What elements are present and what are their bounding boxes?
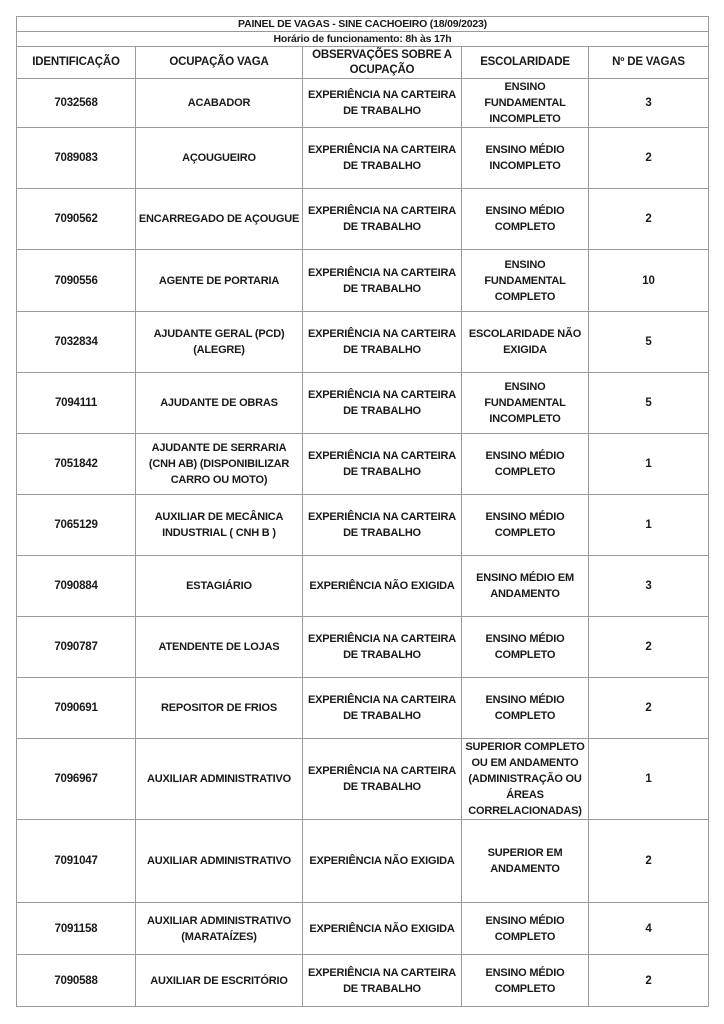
cell-vagas: 5 bbox=[589, 373, 709, 434]
cell-escolaridade: ENSINO MÉDIO COMPLETO bbox=[462, 495, 589, 556]
cell-ocupacao: AÇOUGUEIRO bbox=[136, 128, 303, 189]
cell-id: 7096967 bbox=[17, 739, 136, 820]
cell-observacoes: EXPERIÊNCIA NA CARTEIRA DE TRABALHO bbox=[303, 79, 462, 128]
cell-id: 7032834 bbox=[17, 312, 136, 373]
cell-id: 7090787 bbox=[17, 617, 136, 678]
table-row bbox=[17, 617, 709, 678]
cell-vagas: 2 bbox=[589, 955, 709, 1007]
cell-escolaridade: ESCOLARIDADE NÃO EXIGIDA bbox=[462, 312, 589, 373]
cell-ocupacao: AJUDANTE DE SERRARIA (CNH AB) (DISPONIBILIZAR CARRO OU MOTO) bbox=[136, 434, 303, 495]
cell-ocupacao: ATENDENTE DE LOJAS bbox=[136, 617, 303, 678]
cell-vagas: 2 bbox=[589, 189, 709, 250]
column-header-observacoes: OBSERVAÇÕES SOBRE A OCUPAÇÃO bbox=[303, 47, 462, 79]
cell-ocupacao: ENCARREGADO DE AÇOUGUE bbox=[136, 189, 303, 250]
cell-escolaridade: ENSINO MÉDIO EM ANDAMENTO bbox=[462, 556, 589, 617]
cell-id: 7051842 bbox=[17, 434, 136, 495]
table-row bbox=[17, 739, 709, 820]
cell-vagas: 1 bbox=[589, 434, 709, 495]
cell-ocupacao: REPOSITOR DE FRIOS bbox=[136, 678, 303, 739]
table-row bbox=[17, 312, 709, 373]
subtitle-row bbox=[17, 32, 709, 47]
column-header-escolaridade: ESCOLARIDADE bbox=[462, 47, 589, 79]
table-row bbox=[17, 128, 709, 189]
cell-escolaridade: ENSINO MÉDIO INCOMPLETO bbox=[462, 128, 589, 189]
cell-vagas: 2 bbox=[589, 820, 709, 903]
cell-id: 7090884 bbox=[17, 556, 136, 617]
cell-observacoes: EXPERIÊNCIA NA CARTEIRA DE TRABALHO bbox=[303, 739, 462, 820]
cell-vagas: 2 bbox=[589, 128, 709, 189]
cell-observacoes: EXPERIÊNCIA NA CARTEIRA DE TRABALHO bbox=[303, 189, 462, 250]
cell-ocupacao: AUXILIAR ADMINISTRATIVO bbox=[136, 820, 303, 903]
cell-escolaridade: ENSINO FUNDAMENTAL INCOMPLETO bbox=[462, 79, 589, 128]
cell-ocupacao: AJUDANTE GERAL (PCD) (ALEGRE) bbox=[136, 312, 303, 373]
cell-ocupacao: AUXILIAR ADMINISTRATIVO (MARATAÍZES) bbox=[136, 903, 303, 955]
cell-observacoes: EXPERIÊNCIA NA CARTEIRA DE TRABALHO bbox=[303, 955, 462, 1007]
cell-id: 7091047 bbox=[17, 820, 136, 903]
table-row bbox=[17, 189, 709, 250]
opening-hours: Horário de funcionamento: 8h às 17h bbox=[17, 32, 709, 47]
cell-observacoes: EXPERIÊNCIA NA CARTEIRA DE TRABALHO bbox=[303, 312, 462, 373]
cell-escolaridade: ENSINO MÉDIO COMPLETO bbox=[462, 903, 589, 955]
cell-observacoes: EXPERIÊNCIA NA CARTEIRA DE TRABALHO bbox=[303, 434, 462, 495]
cell-escolaridade: ENSINO MÉDIO COMPLETO bbox=[462, 955, 589, 1007]
cell-ocupacao: AJUDANTE DE OBRAS bbox=[136, 373, 303, 434]
cell-vagas: 5 bbox=[589, 312, 709, 373]
cell-escolaridade: ENSINO MÉDIO COMPLETO bbox=[462, 617, 589, 678]
cell-vagas: 4 bbox=[589, 903, 709, 955]
cell-observacoes: EXPERIÊNCIA NA CARTEIRA DE TRABALHO bbox=[303, 128, 462, 189]
cell-id: 7091158 bbox=[17, 903, 136, 955]
cell-id: 7032568 bbox=[17, 79, 136, 128]
cell-vagas: 3 bbox=[589, 556, 709, 617]
table-row bbox=[17, 250, 709, 312]
cell-escolaridade: ENSINO MÉDIO COMPLETO bbox=[462, 434, 589, 495]
cell-id: 7089083 bbox=[17, 128, 136, 189]
cell-vagas: 2 bbox=[589, 617, 709, 678]
column-header-id: IDENTIFICAÇÃO bbox=[17, 47, 136, 79]
header-row bbox=[17, 47, 709, 79]
table-row bbox=[17, 678, 709, 739]
table-row bbox=[17, 373, 709, 434]
cell-id: 7065129 bbox=[17, 495, 136, 556]
table-row bbox=[17, 820, 709, 903]
vacancies-table bbox=[16, 16, 709, 1007]
cell-vagas: 10 bbox=[589, 250, 709, 312]
cell-escolaridade: ENSINO FUNDAMENTAL INCOMPLETO bbox=[462, 373, 589, 434]
cell-observacoes: EXPERIÊNCIA NA CARTEIRA DE TRABALHO bbox=[303, 617, 462, 678]
cell-ocupacao: ESTAGIÁRIO bbox=[136, 556, 303, 617]
cell-id: 7090556 bbox=[17, 250, 136, 312]
cell-observacoes: EXPERIÊNCIA NA CARTEIRA DE TRABALHO bbox=[303, 495, 462, 556]
cell-escolaridade: ENSINO MÉDIO COMPLETO bbox=[462, 189, 589, 250]
cell-escolaridade: ENSINO MÉDIO COMPLETO bbox=[462, 678, 589, 739]
cell-escolaridade: SUPERIOR COMPLETO OU EM ANDAMENTO (ADMINISTRAÇÃO OU ÁREAS CORRELACIONADAS) bbox=[462, 739, 589, 820]
column-header-vagas: Nº DE VAGAS bbox=[589, 47, 709, 79]
cell-ocupacao: AGENTE DE PORTARIA bbox=[136, 250, 303, 312]
cell-ocupacao: AUXILIAR ADMINISTRATIVO bbox=[136, 739, 303, 820]
cell-observacoes: EXPERIÊNCIA NA CARTEIRA DE TRABALHO bbox=[303, 250, 462, 312]
table-row bbox=[17, 495, 709, 556]
table-row bbox=[17, 79, 709, 128]
cell-ocupacao: AUXILIAR DE ESCRITÓRIO bbox=[136, 955, 303, 1007]
table-row bbox=[17, 556, 709, 617]
cell-id: 7090588 bbox=[17, 955, 136, 1007]
cell-id: 7094111 bbox=[17, 373, 136, 434]
cell-observacoes: EXPERIÊNCIA NÃO EXIGIDA bbox=[303, 820, 462, 903]
title-row bbox=[17, 17, 709, 32]
cell-vagas: 3 bbox=[589, 79, 709, 128]
table-row bbox=[17, 955, 709, 1007]
cell-vagas: 2 bbox=[589, 678, 709, 739]
cell-vagas: 1 bbox=[589, 495, 709, 556]
table-row bbox=[17, 434, 709, 495]
cell-vagas: 1 bbox=[589, 739, 709, 820]
column-header-ocupacao: OCUPAÇÃO VAGA bbox=[136, 47, 303, 79]
cell-ocupacao: AUXILIAR DE MECÂNICA INDUSTRIAL ( CNH B ) bbox=[136, 495, 303, 556]
cell-observacoes: EXPERIÊNCIA NA CARTEIRA DE TRABALHO bbox=[303, 373, 462, 434]
cell-ocupacao: ACABADOR bbox=[136, 79, 303, 128]
cell-observacoes: EXPERIÊNCIA NÃO EXIGIDA bbox=[303, 903, 462, 955]
cell-id: 7090691 bbox=[17, 678, 136, 739]
cell-escolaridade: SUPERIOR EM ANDAMENTO bbox=[462, 820, 589, 903]
table-row bbox=[17, 903, 709, 955]
cell-observacoes: EXPERIÊNCIA NA CARTEIRA DE TRABALHO bbox=[303, 678, 462, 739]
cell-escolaridade: ENSINO FUNDAMENTAL COMPLETO bbox=[462, 250, 589, 312]
cell-id: 7090562 bbox=[17, 189, 136, 250]
page-title: PAINEL DE VAGAS - SINE CACHOEIRO (18/09/2023) bbox=[17, 17, 709, 32]
cell-observacoes: EXPERIÊNCIA NÃO EXIGIDA bbox=[303, 556, 462, 617]
